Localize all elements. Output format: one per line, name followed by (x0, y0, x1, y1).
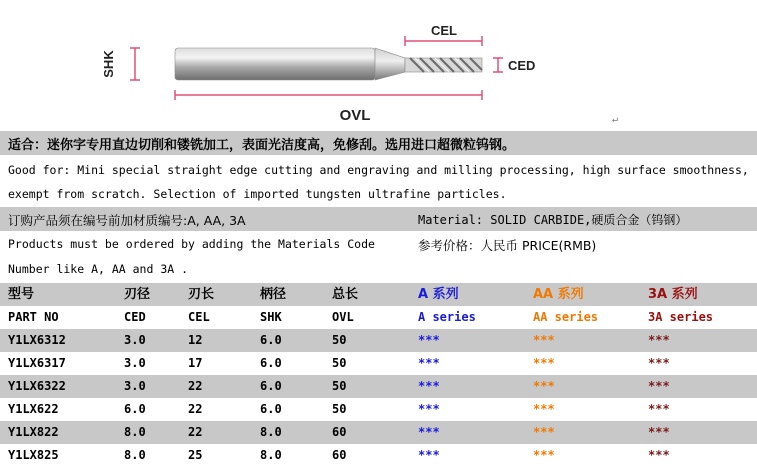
col-header-cel-en: CEL (188, 310, 210, 324)
price-3a: *** (648, 448, 670, 462)
ced-value: 6.0 (124, 402, 146, 416)
shk-value: 6.0 (260, 356, 282, 370)
ced-value: 8.0 (124, 425, 146, 439)
part-no: Y1LX825 (8, 448, 59, 462)
cel-value: 25 (188, 448, 203, 462)
price-a: *** (418, 448, 440, 462)
shank-shape (175, 48, 405, 80)
col-header-part: 型号 (8, 287, 35, 302)
cel-value: 22 (188, 402, 203, 416)
price-3a: *** (648, 402, 670, 416)
intro-en-line2: exempt from scratch. Selection of imported tungsten ultrafine particles. (8, 187, 507, 201)
price-3a: *** (648, 425, 670, 439)
price-3a: *** (648, 356, 670, 370)
col-header-ced-en: CED (124, 310, 146, 324)
price-aa: *** (533, 379, 555, 393)
price-3a: *** (648, 333, 670, 347)
table-header-cn (0, 283, 757, 306)
shk-value: 6.0 (260, 333, 282, 347)
col-header-ovl-en: OVL (332, 310, 354, 324)
order-material: Material: SOLID CARBIDE,硬质合金（钨钢） (418, 213, 688, 227)
table-row (0, 421, 757, 444)
part-no: Y1LX6312 (8, 333, 66, 347)
cel-label: CEL (431, 23, 457, 38)
price-aa: *** (533, 333, 555, 347)
cel-value: 12 (188, 333, 203, 347)
ced-value: 3.0 (124, 333, 146, 347)
ovl-label: OVL (339, 107, 371, 124)
ovl-dimension (175, 90, 482, 100)
col-header-shk-en: SHK (260, 310, 282, 324)
col-header-3a-en: 3A series (648, 310, 714, 324)
part-no: Y1LX6317 (8, 356, 66, 370)
price-a: *** (418, 379, 440, 393)
shk-value: 6.0 (260, 402, 282, 416)
table-row (0, 398, 757, 421)
col-header-part-en: PART NO (8, 310, 59, 324)
shk-value: 8.0 (260, 448, 282, 462)
shk-value: 6.0 (260, 379, 282, 393)
price-a: *** (418, 402, 440, 416)
part-no: Y1LX822 (8, 425, 59, 439)
price-3a: *** (648, 379, 670, 393)
col-header-aa-en: AA series (533, 310, 599, 324)
cel-value: 22 (188, 379, 203, 393)
ced-label: CED (508, 58, 536, 73)
para-mark-icon: ↵ (612, 114, 619, 125)
intro-en-line1: Good for: Mini special straight edge cutting and engraving and milling processing, high surface smoothness, (8, 163, 749, 177)
price-aa: *** (533, 448, 555, 462)
col-header-ovl: 总长 (332, 287, 359, 302)
col-header-3a: 3A 系列 (648, 287, 698, 302)
col-header-cel: 刃长 (188, 287, 215, 302)
tool-diagram (0, 0, 757, 130)
cel-value: 22 (188, 425, 203, 439)
order-en-note2: Number like A, AA and 3A . (8, 262, 189, 276)
part-no: Y1LX622 (8, 402, 59, 416)
ovl-value: 50 (332, 379, 347, 393)
price-a: *** (418, 333, 440, 347)
col-header-ced: 刃径 (124, 287, 151, 302)
shk-value: 8.0 (260, 425, 282, 439)
col-header-aa: AA 系列 (533, 287, 584, 302)
order-cn-note: 订购产品须在编号前加材质编号:A, AA, 3A (8, 213, 246, 228)
cel-value: 17 (188, 356, 203, 370)
table-row (0, 352, 757, 375)
price-a: *** (418, 356, 440, 370)
flute-shape (405, 58, 482, 72)
order-en-note1: Products must be ordered by adding the Materials Code (8, 237, 375, 251)
ced-value: 3.0 (124, 356, 146, 370)
table-row (0, 329, 757, 352)
table-row (0, 444, 757, 467)
shk-label: SHK (101, 50, 116, 78)
ced-value: 3.0 (124, 379, 146, 393)
ovl-value: 60 (332, 425, 347, 439)
ovl-value: 50 (332, 356, 347, 370)
intro-cn-line: 适合：迷你字专用直边切削和镂铣加工，表面光洁度高，免修刮。选用进口超微粒钨钢。 (8, 138, 516, 153)
price-aa: *** (533, 356, 555, 370)
col-header-shk: 柄径 (260, 287, 287, 302)
table-header-en (0, 306, 757, 329)
price-a: *** (418, 425, 440, 439)
ced-dimension (493, 58, 503, 72)
price-aa: *** (533, 402, 555, 416)
shk-dimension (130, 48, 140, 80)
ced-value: 8.0 (124, 448, 146, 462)
ovl-value: 60 (332, 448, 347, 462)
ovl-value: 50 (332, 333, 347, 347)
table-row (0, 375, 757, 398)
col-header-a: A 系列 (418, 287, 459, 302)
part-no: Y1LX6322 (8, 379, 66, 393)
col-header-a-en: A series (418, 310, 476, 324)
price-reference: 参考价格：人民币 PRICE(RMB) (418, 238, 597, 253)
ovl-value: 50 (332, 402, 347, 416)
price-aa: *** (533, 425, 555, 439)
